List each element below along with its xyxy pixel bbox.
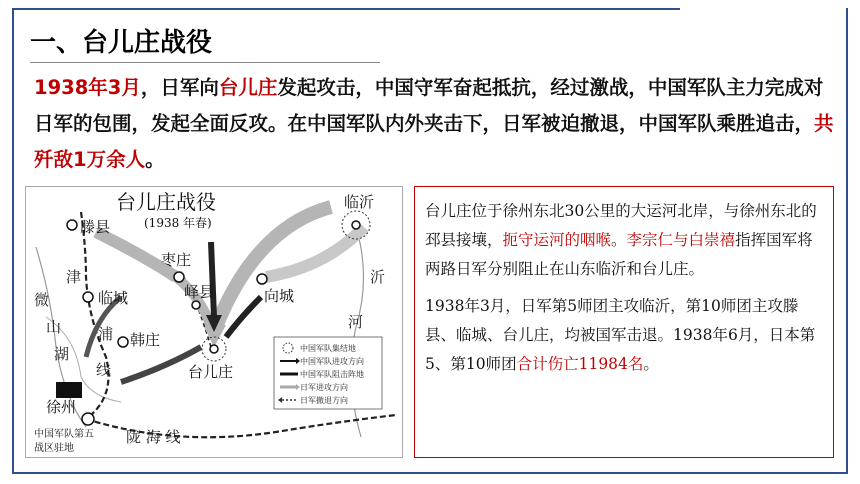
place-zaozhuang: 枣庄	[161, 251, 192, 269]
taierzhuang-marker	[210, 345, 218, 353]
info-paragraph-2	[425, 292, 825, 379]
info-p1-e: 指挥国军将两路日军分别阻止在山东临沂和台儿庄。	[425, 231, 813, 278]
map-legend	[274, 337, 382, 409]
legend-item-4: 日军撤退方向	[300, 396, 348, 405]
xuzhou-marker	[82, 413, 94, 425]
map-title: 台儿庄战役	[116, 190, 216, 214]
info-p1-a: 台儿庄位于徐州东北30公里的大运河北岸，与徐州东北的邳县接壤，	[425, 202, 817, 249]
intro-text-2: 发起攻击，中国守军奋起抵抗，经过激战，中国军队主力完成对日军的包围，发起全面反攻。在中国军队内外夹击下，日军被迫撤退，中国军队乘胜追击，	[34, 76, 824, 135]
hanzhuang-marker	[118, 337, 128, 347]
info-p2-b: 合计伤亡11984名	[516, 355, 644, 373]
map-subtitle: (1938 年春)	[144, 216, 212, 230]
info-paragraph-1	[425, 197, 825, 284]
place-linyi: 临沂	[344, 193, 375, 211]
slide-title: 一、台儿庄战役	[30, 28, 213, 58]
garrison-label-1: 中国军队第五	[34, 429, 94, 440]
label-pu: 浦	[98, 325, 114, 343]
intro-text-1: ，日军向	[140, 76, 219, 99]
intro-result: 共歼敌1万余人	[34, 112, 834, 171]
place-taierzhuang: 台儿庄	[188, 363, 234, 381]
place-hanzhuang: 韩庄	[130, 331, 161, 349]
intro-paragraph	[34, 70, 834, 178]
place-linchen: 临城	[98, 289, 129, 307]
place-yixian: 峄县	[184, 283, 215, 301]
linyi-marker	[352, 221, 360, 229]
battle-map-svg	[26, 187, 402, 457]
label-hu: 湖	[54, 345, 70, 363]
label-wei: 微	[34, 291, 50, 309]
legend-item-2: 中国军队阻击阵地	[300, 370, 364, 379]
title-divider	[30, 62, 380, 63]
garrison-block	[56, 382, 82, 398]
info-p2-c: 。	[643, 355, 659, 373]
place-xiangcheng: 向城	[264, 287, 295, 305]
label-xian: 线	[96, 361, 112, 379]
label-yi: 沂	[370, 268, 386, 286]
legend-item-3: 日军进攻方向	[300, 383, 348, 392]
intro-date: 1938年3月	[34, 76, 141, 99]
intro-end: 。	[145, 148, 165, 171]
label-he: 河	[348, 313, 364, 331]
top-border	[12, 8, 680, 10]
place-tengxian: 滕县	[80, 218, 111, 236]
info-p1-d: 李宗仁与白崇禧	[626, 231, 736, 249]
intro-place: 台儿庄	[218, 76, 278, 99]
tengxian-marker	[67, 220, 77, 230]
label-jin: 津	[66, 268, 82, 286]
garrison-label-2: 战区驻地	[34, 443, 74, 454]
label-longhai: 陇 海 线	[126, 428, 181, 446]
info-box	[414, 186, 834, 458]
label-shan: 山	[46, 318, 62, 336]
xiangcheng-marker	[257, 274, 267, 284]
legend-item-0: 中国军队集结地	[300, 344, 356, 353]
zaozhuang-marker	[174, 272, 184, 282]
battle-map	[25, 186, 403, 458]
chinese-attack-arrow-1	[211, 242, 214, 317]
yixian-marker	[192, 301, 200, 309]
linchen-marker	[83, 292, 93, 302]
place-xuzhou: 徐州	[46, 398, 77, 416]
legend-item-1: 中国军队进攻方向	[300, 357, 364, 366]
info-p1-c: 。	[611, 231, 627, 249]
info-p1-b: 扼守运河的咽喉	[502, 231, 612, 249]
info-p2-a: 1938年3月，日军第5师团主攻临沂，第10师团主攻滕县、临城、台儿庄，均被国军击退。1938年6月，日本第5、第10师团	[425, 297, 816, 373]
